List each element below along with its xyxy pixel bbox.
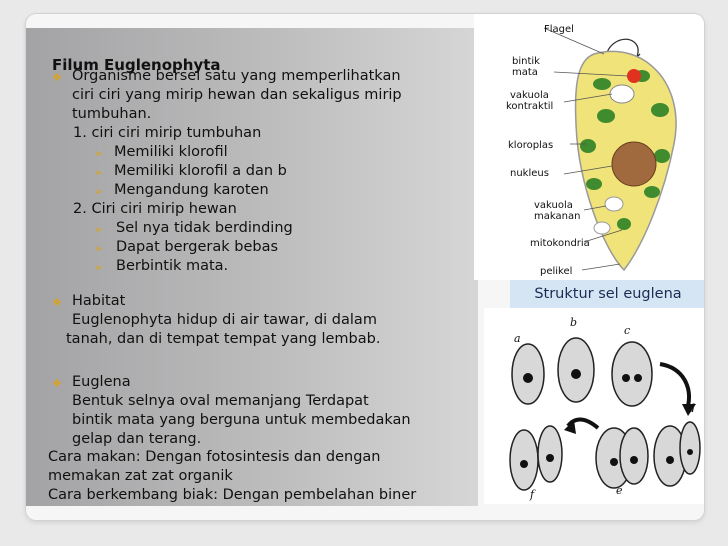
diamond-bullet-icon: ❖ — [52, 377, 62, 390]
label-vakuola: vakuola — [510, 90, 549, 101]
euglena-heading: Euglena — [72, 374, 131, 390]
contractile-vacuole-shape — [610, 85, 634, 103]
image-caption: Struktur sel euglena — [510, 280, 704, 308]
diamond-bullet-icon: ❖ — [52, 296, 62, 309]
label-bintik: bintik — [512, 56, 540, 67]
label-pelikel: pelikel — [540, 266, 573, 277]
chloroplast-shape — [617, 218, 631, 230]
animal-item: Sel nya tidak berdinding — [116, 220, 293, 236]
binary-fission-image — [484, 308, 704, 504]
label-flagel: Flagel — [544, 24, 574, 35]
stage-label: f — [530, 488, 535, 501]
label-mata: mata — [512, 67, 538, 78]
stage-label: c — [624, 324, 631, 337]
euglena-line: Bentuk selnya oval memanjang Terdapat — [72, 393, 369, 409]
label-nukleus: nukleus — [510, 168, 549, 179]
plant-item: Mengandung karoten — [114, 182, 269, 198]
label-kontraktil: kontraktil — [506, 101, 554, 112]
intro-line: ciri ciri yang mirip hewan dan sekaligus mirip — [72, 87, 402, 103]
stage-label: d — [688, 402, 696, 415]
food-vacuole-shape — [594, 222, 610, 234]
plant-item: Memiliki klorofil a dan b — [114, 163, 287, 179]
slide-frame — [26, 14, 704, 520]
arrow-bullet-icon: ➢ — [94, 166, 104, 179]
slide-title: Filum Euglenophyta — [52, 56, 221, 74]
euglena-line: gelap dan terang. — [72, 431, 202, 447]
cell-stage-shape — [680, 422, 700, 474]
euglena-line: bintik mata yang berguna untuk membedakan — [72, 412, 411, 428]
chloroplast-shape — [644, 186, 660, 198]
habitat-heading: Habitat — [72, 293, 126, 309]
animal-heading: 2. Ciri ciri mirip hewan — [73, 201, 237, 217]
nucleus-shape — [612, 142, 656, 186]
intro-line: tumbuhan. — [72, 106, 152, 122]
diamond-bullet-icon: ❖ — [52, 71, 62, 84]
stage-label: b — [570, 316, 578, 329]
arrow-bullet-icon: ➢ — [94, 223, 104, 236]
arrow-bullet-icon: ➢ — [94, 242, 104, 255]
arrow-bullet-icon: ➢ — [94, 185, 104, 198]
chloroplast-shape — [586, 178, 602, 190]
label-mitokondria: mitokondria — [530, 238, 590, 249]
text-panel — [26, 28, 478, 506]
label-vakuola-makanan: vakuola — [534, 200, 573, 211]
label-kloroplas: kloroplas — [508, 140, 554, 151]
habitat-line: tanah, dan di tempat tempat yang lembab. — [66, 331, 381, 347]
plant-item: Memiliki klorofil — [114, 144, 228, 160]
chloroplast-shape — [597, 109, 615, 123]
chloroplast-shape — [651, 103, 669, 117]
plant-heading: 1. ciri ciri mirip tumbuhan — [73, 125, 262, 141]
eyespot-shape — [627, 69, 641, 83]
habitat-line: Euglenophyta hidup di air tawar, di dalam — [72, 312, 377, 328]
label-makanan: makanan — [534, 211, 581, 222]
euglena-structure-image — [474, 14, 704, 280]
stage-label: e — [616, 484, 623, 497]
chloroplast-shape — [580, 139, 596, 153]
animal-item: Berbintik mata. — [116, 258, 229, 274]
cara-berkembang-line: Cara berkembang biak: Dengan pembelahan biner — [48, 487, 417, 503]
intro-line: Organisme bersel satu yang memperlihatkan — [72, 68, 401, 84]
arrow-bullet-icon: ➢ — [94, 261, 104, 274]
cell-stage-shape — [612, 342, 652, 406]
arrow-bullet-icon: ➢ — [94, 147, 104, 160]
food-vacuole-shape — [605, 197, 623, 211]
stage-label: a — [514, 332, 521, 345]
stage-arrow-shape — [660, 364, 689, 406]
chloroplast-shape — [593, 78, 611, 90]
animal-item: Dapat bergerak bebas — [116, 239, 279, 255]
chloroplast-shape — [654, 149, 670, 163]
cara-makan-line: memakan zat zat organik — [48, 468, 233, 484]
cara-makan-line: Cara makan: Dengan fotosintesis dan dengan — [48, 449, 381, 465]
